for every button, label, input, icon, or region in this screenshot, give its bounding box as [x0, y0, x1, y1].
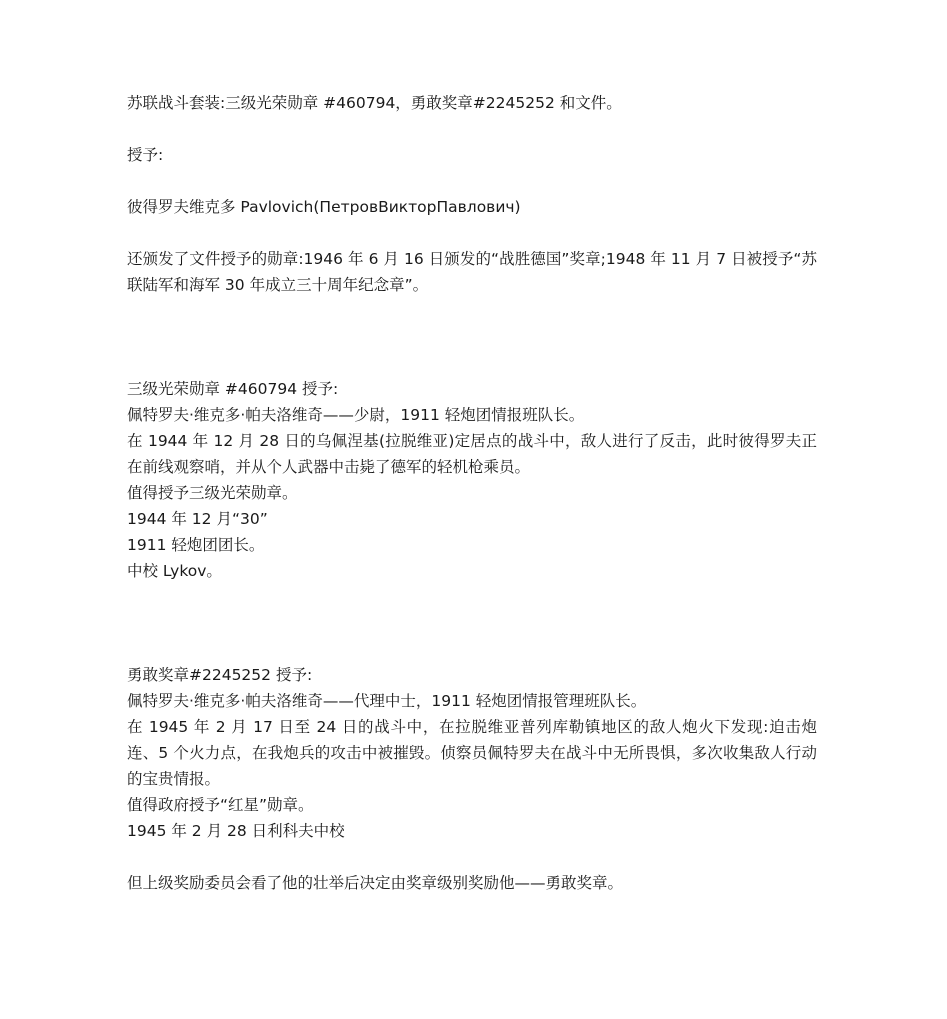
spacer: [127, 220, 817, 246]
section-spacer: [127, 584, 817, 662]
spacer: [127, 168, 817, 194]
section2-conclusion: 但上级奖励委员会看了他的壮举后决定由奖章级别奖励他——勇敢奖章。: [127, 874, 624, 892]
section1-deed: 在 1944 年 12 月 28 日的乌佩涅基(拉脱维亚)定居点的战斗中，敌人进行了反击，此时彼得罗夫正在前线观察哨，并从个人武器中击毙了德军的轻机枪乘员。: [127, 432, 817, 476]
section1-worthy: 值得授予三级光荣勋章。: [127, 484, 298, 502]
section2-deed: 在 1945 年 2 月 17 日至 24 日的战斗中，在拉脱维亚普列库勒镇地区的敌人炮火下发现:迫击炮连、5 个火力点，在我炮兵的攻击中被摧毁。侦察员佩特罗夫在战斗中无所畏惧，多次收集敌人行动的宝贵情报。: [127, 718, 817, 788]
section-medal-for-courage: [127, 662, 817, 896]
section2-date-signature: 1945 年 2 月 28 日利科夫中校: [127, 822, 345, 840]
also-awarded-paragraph: 还颁发了文件授予的勋章:1946 年 6 月 16 日颁发的“战胜德国”奖章;1948 年 11 月 7 日被授予“苏联陆军和海军 30 年成立三十周年纪念章”。: [127, 250, 817, 294]
spacer: [127, 116, 817, 142]
section1-heading: 三级光荣勋章 #460794 授予:: [127, 380, 339, 398]
spacer: [127, 844, 817, 870]
section1-signature: 中校 Lykov。: [127, 562, 222, 580]
section2-worthy: 值得政府授予“红星”勋章。: [127, 796, 314, 814]
section1-commander: 1911 轻炮团团长。: [127, 536, 265, 554]
section-spacer: [127, 298, 817, 376]
document-body: [127, 90, 817, 896]
section-order-of-glory: [127, 376, 817, 584]
document-title: 苏联战斗套装:三级光荣勋章 #460794，勇敢奖章#2245252 和文件。: [127, 94, 622, 112]
recipient-name: 彼得罗夫维克多 Pavlovich(ПетровВикторПавлович): [127, 198, 521, 216]
section1-date: 1944 年 12 月“30”: [127, 510, 268, 528]
awarded-label: 授予:: [127, 146, 164, 164]
section2-person: 佩特罗夫·维克多·帕夫洛维奇——代理中士，1911 轻炮团情报管理班队长。: [127, 692, 647, 710]
section1-person: 佩特罗夫·维克多·帕夫洛维奇——少尉，1911 轻炮团情报班队长。: [127, 406, 585, 424]
section2-heading: 勇敢奖章#2245252 授予:: [127, 666, 313, 684]
